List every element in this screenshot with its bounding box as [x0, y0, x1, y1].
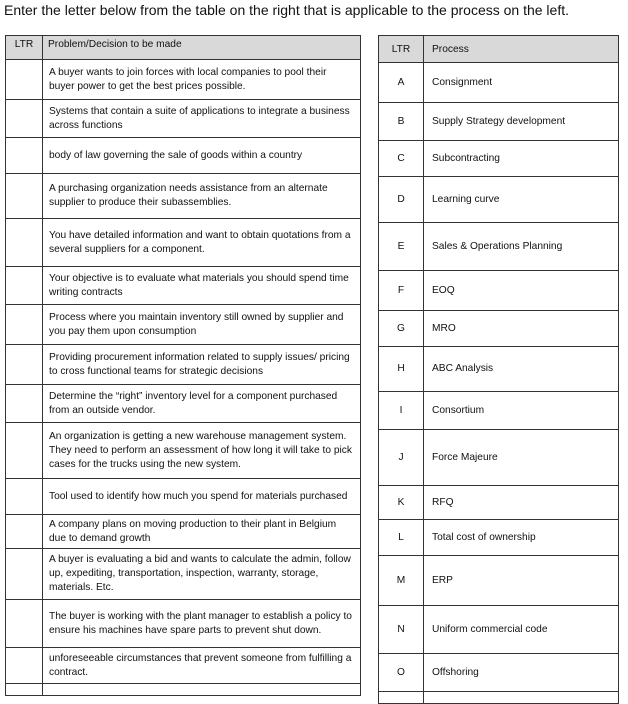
- process-row: [379, 223, 619, 271]
- process-row: [379, 486, 619, 520]
- answer-cell[interactable]: [6, 267, 43, 305]
- problem-row: [6, 138, 361, 174]
- problem-row: [6, 648, 361, 684]
- process-letter: L: [379, 520, 424, 556]
- answer-cell[interactable]: [6, 219, 43, 267]
- problem-row: [6, 549, 361, 600]
- process-letter: N: [379, 606, 424, 654]
- answer-cell[interactable]: [6, 174, 43, 219]
- process-letter: I: [379, 392, 424, 430]
- answer-cell[interactable]: [6, 345, 43, 385]
- problem-text: unforeseeable circumstances that prevent someone from fulfilling a contract.: [43, 648, 361, 684]
- answer-cell[interactable]: [6, 684, 43, 696]
- process-name: Uniform commercial code: [424, 606, 619, 654]
- process-header: Process: [424, 36, 619, 63]
- process-row: [379, 141, 619, 177]
- ltr-header: LTR: [6, 36, 43, 60]
- answer-cell[interactable]: [6, 305, 43, 345]
- problem-row: [6, 345, 361, 385]
- process-letter: G: [379, 311, 424, 347]
- process-letter: F: [379, 271, 424, 311]
- process-row: [379, 311, 619, 347]
- process-letter: [379, 692, 424, 704]
- process-row: [379, 430, 619, 486]
- problem-table-header: [6, 36, 361, 60]
- instruction-text: Enter the letter below from the table on the right that is applicable to the process on the left.: [4, 2, 569, 18]
- problem-header: Problem/Decision to be made: [43, 36, 361, 60]
- process-letter: D: [379, 177, 424, 223]
- process-row: [379, 63, 619, 103]
- process-name: EOQ: [424, 271, 619, 311]
- answer-cell[interactable]: [6, 385, 43, 423]
- problem-text: Providing procurement information related to supply issues/ pricing to cross functional teams for strategic decisions: [43, 345, 361, 385]
- problem-text: Determine the “right” inventory level for a component purchased from an outside vendor.: [43, 385, 361, 423]
- process-letter: O: [379, 654, 424, 692]
- process-row: [379, 103, 619, 141]
- problem-row: [6, 684, 361, 696]
- process-name: [424, 692, 619, 704]
- answer-cell[interactable]: [6, 549, 43, 600]
- process-row: [379, 520, 619, 556]
- process-name: Force Majeure: [424, 430, 619, 486]
- process-name: ABC Analysis: [424, 347, 619, 392]
- problem-row: [6, 174, 361, 219]
- answer-cell[interactable]: [6, 515, 43, 549]
- process-row: [379, 654, 619, 692]
- problem-row: [6, 305, 361, 345]
- problem-row: [6, 600, 361, 648]
- problem-text: Tool used to identify how much you spend for materials purchased: [43, 479, 361, 515]
- answer-cell[interactable]: [6, 423, 43, 479]
- process-row: [379, 606, 619, 654]
- problem-row: [6, 60, 361, 100]
- process-row: [379, 692, 619, 704]
- problem-row: [6, 100, 361, 138]
- answer-cell[interactable]: [6, 100, 43, 138]
- problem-text: Your objective is to evaluate what materials you should spend time writing contracts: [43, 267, 361, 305]
- answer-cell[interactable]: [6, 60, 43, 100]
- problem-text: The buyer is working with the plant manager to establish a policy to ensure his machines have spare parts to prevent shut down.: [43, 600, 361, 648]
- problem-text: [43, 684, 361, 696]
- process-name: Subcontracting: [424, 141, 619, 177]
- process-letter: M: [379, 556, 424, 606]
- process-name: Consignment: [424, 63, 619, 103]
- problem-text: You have detailed information and want to obtain quotations from a several suppliers for a component.: [43, 219, 361, 267]
- process-letter: B: [379, 103, 424, 141]
- process-name: RFQ: [424, 486, 619, 520]
- problem-row: [6, 267, 361, 305]
- process-name: Total cost of ownership: [424, 520, 619, 556]
- process-name: Learning curve: [424, 177, 619, 223]
- process-name: MRO: [424, 311, 619, 347]
- problem-table: [5, 35, 361, 696]
- problem-row: [6, 219, 361, 267]
- process-letter: E: [379, 223, 424, 271]
- problem-text: Systems that contain a suite of applications to integrate a business across functions: [43, 100, 361, 138]
- problem-text: An organization is getting a new warehouse management system. They need to perform an assessment of how long it will take to pick cases for the trucks using the new system.: [43, 423, 361, 479]
- answer-cell[interactable]: [6, 479, 43, 515]
- process-name: Supply Strategy development: [424, 103, 619, 141]
- process-letter: J: [379, 430, 424, 486]
- process-name: ERP: [424, 556, 619, 606]
- problem-text: A purchasing organization needs assistance from an alternate supplier to produce their subassemblies.: [43, 174, 361, 219]
- problem-row: [6, 423, 361, 479]
- process-table: [378, 35, 619, 704]
- process-name: Consortium: [424, 392, 619, 430]
- problem-text: A buyer wants to join forces with local companies to pool their buyer power to get the best prices possible.: [43, 60, 361, 100]
- process-letter: H: [379, 347, 424, 392]
- problem-row: [6, 385, 361, 423]
- process-row: [379, 347, 619, 392]
- problem-row: [6, 479, 361, 515]
- process-row: [379, 271, 619, 311]
- problem-row: [6, 515, 361, 549]
- process-ltr-header: LTR: [379, 36, 424, 63]
- process-letter: A: [379, 63, 424, 103]
- problem-text: body of law governing the sale of goods within a country: [43, 138, 361, 174]
- process-letter: K: [379, 486, 424, 520]
- process-table-header: [379, 36, 619, 63]
- process-name: Sales & Operations Planning: [424, 223, 619, 271]
- process-name: Offshoring: [424, 654, 619, 692]
- answer-cell[interactable]: [6, 648, 43, 684]
- problem-text: A company plans on moving production to their plant in Belgium due to demand growth: [43, 515, 361, 549]
- process-letter: C: [379, 141, 424, 177]
- answer-cell[interactable]: [6, 600, 43, 648]
- process-row: [379, 556, 619, 606]
- problem-text: Process where you maintain inventory still owned by supplier and you pay them upon consumption: [43, 305, 361, 345]
- answer-cell[interactable]: [6, 138, 43, 174]
- process-row: [379, 392, 619, 430]
- problem-text: A buyer is evaluating a bid and wants to calculate the admin, follow up, expediting, transportation, inspection, warranty, storage, materials. Etc.: [43, 549, 361, 600]
- process-row: [379, 177, 619, 223]
